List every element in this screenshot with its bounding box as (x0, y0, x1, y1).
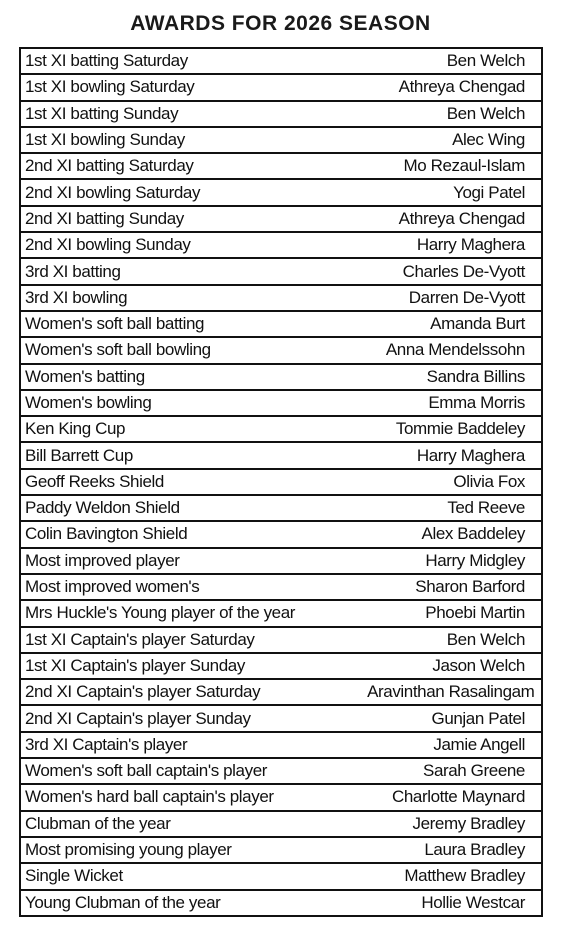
award-row (20, 679, 542, 705)
award-row (20, 337, 542, 363)
award-name: Women's soft ball bowling (20, 337, 363, 363)
award-winner: Alec Wing (363, 127, 542, 153)
award-winner: Alex Baddeley (363, 521, 542, 547)
award-name: 2nd XI bowling Sunday (20, 232, 363, 258)
awards-table (19, 47, 543, 917)
award-row (20, 495, 542, 521)
award-winner: Hollie Westcar (363, 890, 542, 916)
award-row (20, 890, 542, 916)
award-winner: Sandra Billins (363, 364, 542, 390)
award-row (20, 416, 542, 442)
award-row (20, 548, 542, 574)
award-name: Women's soft ball batting (20, 311, 363, 337)
award-name: 1st XI batting Sunday (20, 101, 363, 127)
award-row (20, 837, 542, 863)
award-row (20, 863, 542, 889)
award-winner: Amanda Burt (363, 311, 542, 337)
award-row (20, 48, 542, 74)
award-row (20, 390, 542, 416)
award-name: Women's soft ball captain's player (20, 758, 363, 784)
award-name: Young Clubman of the year (20, 890, 363, 916)
award-name: Most improved women's (20, 574, 363, 600)
award-winner: Emma Morris (363, 390, 542, 416)
award-name: Clubman of the year (20, 811, 363, 837)
award-winner: Aravinthan Rasalingam (363, 679, 542, 705)
award-winner: Ted Reeve (363, 495, 542, 521)
award-row (20, 285, 542, 311)
award-name: 2nd XI batting Sunday (20, 206, 363, 232)
award-row (20, 232, 542, 258)
awards-table-body (20, 48, 542, 916)
award-row (20, 653, 542, 679)
award-winner: Ben Welch (363, 627, 542, 653)
award-winner: Olivia Fox (363, 469, 542, 495)
award-name: 1st XI batting Saturday (25, 51, 188, 71)
award-winner: Harry Maghera (363, 232, 542, 258)
award-name: 2nd XI Captain's player Saturday (20, 679, 363, 705)
award-name: 2nd XI bowling Saturday (20, 179, 363, 205)
award-row (20, 153, 542, 179)
award-row (20, 206, 542, 232)
award-name: 1st XI bowling Saturday (20, 74, 363, 100)
award-row (20, 574, 542, 600)
award-row (20, 179, 542, 205)
award-row (20, 311, 542, 337)
award-row (20, 600, 542, 626)
award-row (20, 521, 542, 547)
award-winner: Athreya Chengad (363, 206, 542, 232)
award-name: Mrs Huckle's Young player of the year (20, 600, 363, 626)
award-winner: Sarah Greene (363, 758, 542, 784)
page-title: AWARDS FOR 2026 SEASON (130, 12, 431, 35)
award-row (20, 784, 542, 810)
award-name: 1st XI Captain's player Saturday (20, 627, 363, 653)
award-name: Women's batting (20, 364, 363, 390)
award-name: 2nd XI Captain's player Sunday (20, 705, 363, 731)
award-name: Paddy Weldon Shield (20, 495, 363, 521)
award-name: Women's bowling (20, 390, 363, 416)
award-name: 1st XI bowling Sunday (20, 127, 363, 153)
award-winner: Mo Rezaul-Islam (363, 153, 542, 179)
award-winner: Darren De-Vyott (363, 285, 542, 311)
award-row (20, 627, 542, 653)
award-winner: Charles De-Vyott (363, 258, 542, 284)
award-name: Single Wicket (20, 863, 363, 889)
award-winner: Athreya Chengad (363, 74, 542, 100)
award-winner: Matthew Bradley (363, 863, 542, 889)
award-winner: Laura Bradley (363, 837, 542, 863)
award-winner: Jason Welch (363, 653, 542, 679)
award-row (20, 364, 542, 390)
award-winner: Ben Welch (363, 101, 542, 127)
award-row (20, 732, 542, 758)
award-winner: Phoebi Martin (363, 600, 542, 626)
award-name: 2nd XI batting Saturday (20, 153, 363, 179)
award-row (20, 442, 542, 468)
award-row (20, 758, 542, 784)
award-winner: Gunjan Patel (363, 705, 542, 731)
award-name: Women's hard ball captain's player (20, 784, 363, 810)
award-name: Most improved player (20, 548, 363, 574)
award-row (20, 811, 542, 837)
award-name: 3rd XI bowling (20, 285, 363, 311)
award-winner: Anna Mendelssohn (363, 337, 542, 363)
award-name: Most promising young player (20, 837, 363, 863)
award-winner: Tommie Baddeley (363, 416, 542, 442)
award-winner: Jamie Angell (363, 732, 542, 758)
award-row (20, 258, 542, 284)
award-winner: Harry Maghera (363, 442, 542, 468)
award-winner: Jeremy Bradley (363, 811, 542, 837)
award-row (20, 74, 542, 100)
award-row (20, 127, 542, 153)
award-name: Colin Bavington Shield (20, 521, 363, 547)
award-winner: Yogi Patel (363, 179, 542, 205)
award-name: 3rd XI Captain's player (20, 732, 363, 758)
award-winner: Harry Midgley (363, 548, 542, 574)
award-row (20, 101, 542, 127)
award-row (20, 469, 542, 495)
award-name: Bill Barrett Cup (20, 442, 363, 468)
award-name: 3rd XI batting (20, 258, 363, 284)
award-name: Ken King Cup (20, 416, 363, 442)
award-name: Geoff Reeks Shield (20, 469, 363, 495)
award-winner: Charlotte Maynard (363, 784, 542, 810)
award-row (20, 705, 542, 731)
award-name: 1st XI Captain's player Sunday (20, 653, 363, 679)
award-winner: Sharon Barford (363, 574, 542, 600)
award-winner: Ben Welch (446, 51, 525, 71)
